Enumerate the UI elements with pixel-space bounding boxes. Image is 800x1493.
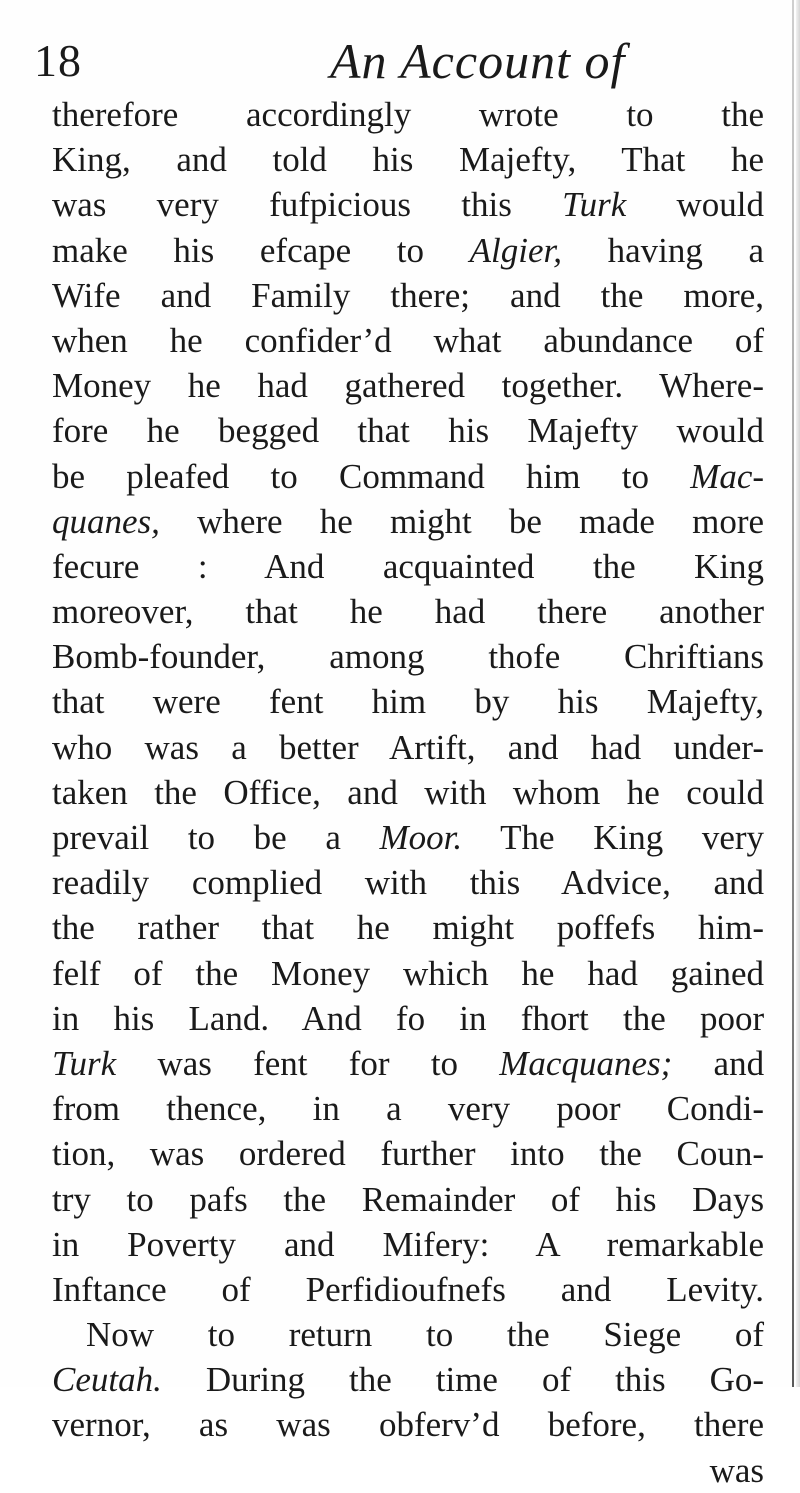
- text-line: taken the Office, and with whom he could: [52, 772, 764, 812]
- text-line: quanes, where he might be made more: [52, 501, 765, 541]
- text-line: tion, was ordered further into the Coun-: [52, 1134, 765, 1174]
- text-line: make his efcape to Algier, having a: [52, 230, 765, 270]
- text-line: that were fent him by his Majefty,: [52, 682, 765, 722]
- text-line: was very fufpicious this Turk would: [52, 185, 765, 225]
- text-line: Ceutah. During the time of this Go-: [52, 1360, 765, 1400]
- text-line: Now to return to the Siege of: [86, 1315, 765, 1355]
- text-line: Bomb-founder, among thofe Chriftians: [52, 637, 765, 677]
- text-line: who was a better Artift, and had under-: [52, 727, 765, 767]
- body-text: [52, 92, 764, 1493]
- text-line: readily complied with this Advice, and: [52, 863, 765, 903]
- page-number: 18: [34, 35, 82, 86]
- text-line: vernor, as was obferv’d before, there: [52, 1405, 764, 1445]
- text-line: Turk was fent for to Macquanes; and: [52, 1043, 765, 1083]
- text-line: therefore accordingly wrote to the: [52, 95, 765, 134]
- running-head: [0, 20, 800, 89]
- text-line: the rather that he might poffefs him-: [52, 908, 765, 948]
- catchword: was: [709, 1450, 764, 1490]
- text-line: King, and told his Majefty, That he: [52, 140, 765, 180]
- text-line: in Poverty and Mifery: A remarkable: [52, 1224, 765, 1264]
- text-line: felf of the Money which he had gained: [52, 953, 764, 993]
- text-line: when he confider’d what abundance of: [52, 320, 765, 360]
- text-line: from thence, in a very poor Condi-: [52, 1089, 764, 1129]
- text-line: try to pafs the Remainder of his Days: [52, 1179, 765, 1219]
- text-line: moreover, that he had there another: [52, 592, 765, 632]
- text-line: Money he had gathered together. Where-: [52, 366, 764, 406]
- text-line: be pleafed to Command him to Mac-: [52, 456, 765, 496]
- text-line: Wife and Family there; and the more,: [52, 275, 765, 315]
- text-line: prevail to be a Moor. The King very: [52, 818, 765, 857]
- running-title: An Account of: [330, 33, 626, 89]
- text-line: fecure : And acquainted the King: [52, 546, 765, 586]
- page-edge-shadow: [796, 0, 800, 1387]
- text-line: Inftance of Perfidioufnefs and Levity.: [52, 1269, 765, 1309]
- page-edge-line: [792, 0, 794, 1387]
- text-line: fore he begged that his Majefty would: [52, 411, 764, 451]
- text-line: in his Land. And fo in fhort the poor: [52, 998, 765, 1038]
